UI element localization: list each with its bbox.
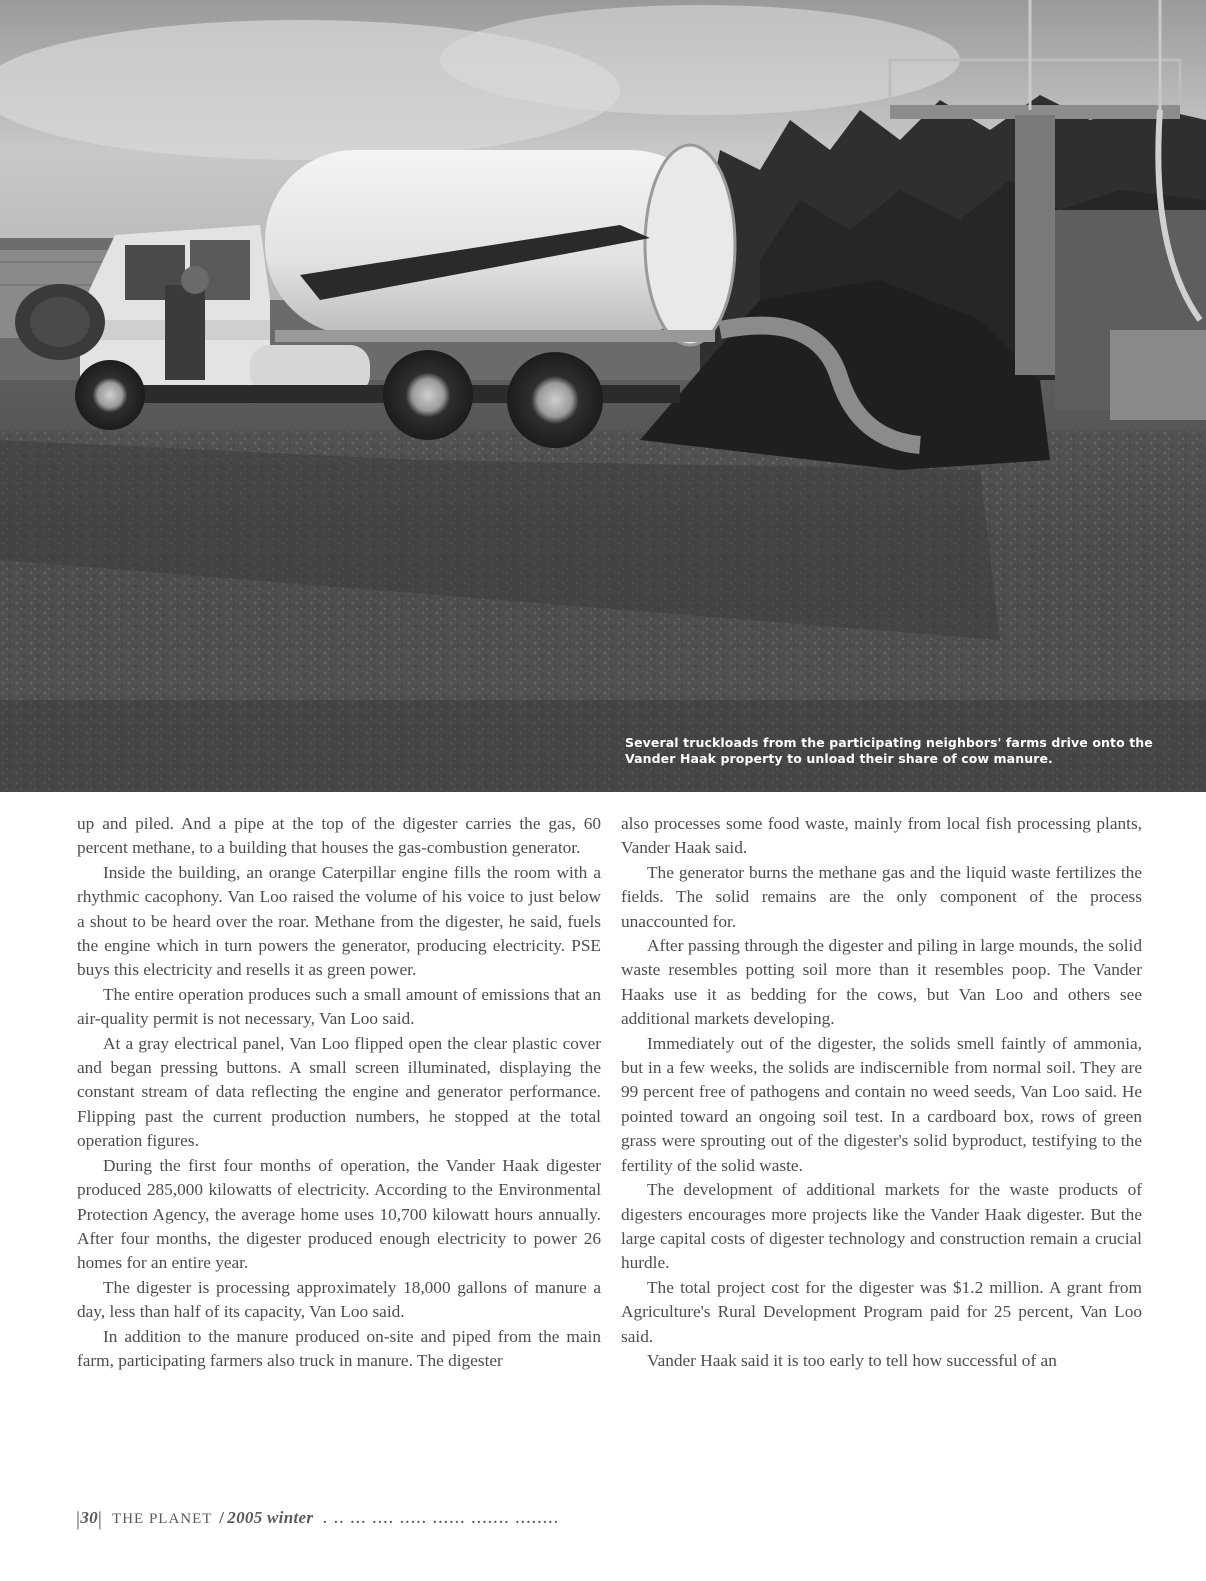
footer-dot-rule: . .. ... .... ..... ...... ....... ........ <box>323 1512 560 1527</box>
paragraph: The generator burns the methane gas and the liquid waste fertilizes the fields. The solid remains are the only component of the process unaccounted for. <box>621 862 1142 931</box>
footer-slash: / <box>219 1508 225 1527</box>
page-footer <box>76 1508 560 1531</box>
paragraph: During the first four months of operation, the Vander Haak digester produced 285,000 kilowatts of electricity. According to the Environmental Protection Agency, the average home uses 10,700 kilowatt hours annually. After four months, the digester produced enough electricity to power 26 homes for an entire year. <box>77 1155 601 1273</box>
magazine-name: THE PLANET <box>112 1511 213 1527</box>
paragraph: The development of additional markets for the waste products of digesters encourages more projects like the Vander Haak digester. But the large capital costs of digester technology and construction remain a crucial hurdle. <box>621 1180 1142 1273</box>
photo-caption: Several truckloads from the participating neighbors' farms drive onto the Vander Haak property to unload their share of cow manure. <box>625 735 1153 766</box>
footer-divider: | <box>97 1508 103 1530</box>
paragraph: The entire operation produces such a small amount of emissions that an air-quality permit is not necessary, Van Loo said. <box>77 984 601 1029</box>
paragraph: Immediately out of the digester, the solids smell faintly of ammonia, but in a few weeks, the solids are indiscernible from normal soil. They are 99 percent free of pathogens and contain no weed seeds, Van Loo said. He pointed toward an ongoing soil test. In a cardboard box, rows of green grass were sprouting out of the digester's solid byproduct, testifying to the fertility of the solid waste. <box>621 1033 1142 1175</box>
paragraph: After passing through the digester and piling in large mounds, the solid waste resembles potting soil more than it resembles poop. The Vander Haaks use it as bedding for the cows, but Van Loo and others see additional markets developing. <box>621 936 1142 1029</box>
paragraph: up and piled. And a pipe at the top of the digester carries the gas, 60 percent methane, to a building that houses the gas-combustion generator. <box>77 814 601 858</box>
page-number: 30 <box>80 1508 98 1527</box>
footer-divider: | <box>76 1508 81 1530</box>
article-column-left <box>77 812 601 1373</box>
paragraph: Inside the building, an orange Caterpillar engine fills the room with a rhythmic cacophony. Van Loo raised the volume of his voice to just below a shout to be heard over the roar. Methane from the digester, he said, fuels the engine which in turn powers the generator, producing electricity. PSE buys this electricity and resells it as green power. <box>77 862 601 980</box>
article-column-right <box>621 812 1142 1373</box>
paragraph: Vander Haak said it is too early to tell how successful of an <box>647 1350 1057 1370</box>
paragraph: The digester is processing approximately 18,000 gallons of manure a day, less than half of its capacity, Van Loo said. <box>77 1277 601 1322</box>
paragraph: In addition to the manure produced on-site and piped from the main farm, participating farmers also truck in manure. The digester <box>77 1326 601 1370</box>
paragraph: also processes some food waste, mainly from local fish processing plants, Vander Haak said. <box>621 814 1142 858</box>
paragraph: At a gray electrical panel, Van Loo flipped open the clear plastic cover and began pressing buttons. A small screen illuminated, displaying the constant stream of data reflecting the engine and generator performance. Flipping past the current production numbers, he stopped at the total operation figures. <box>77 1033 601 1151</box>
issue-label: 2005 winter <box>227 1508 314 1527</box>
paragraph: The total project cost for the digester was $1.2 million. A grant from Agriculture's Rural Development Program paid for 25 percent, Van Loo said. <box>621 1277 1142 1346</box>
